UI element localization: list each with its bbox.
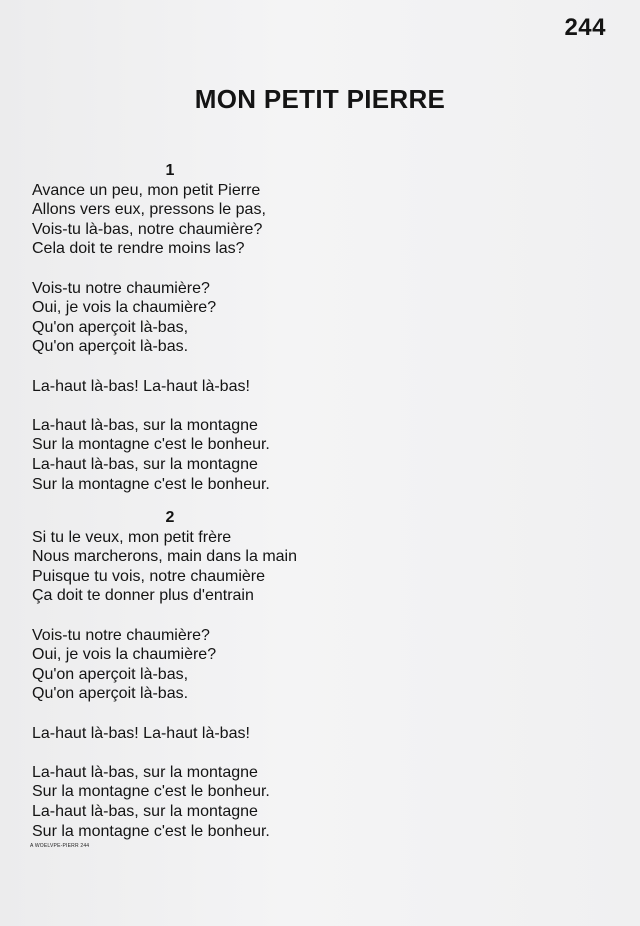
lyric-line: Puisque tu vois, notre chaumière [32, 567, 266, 585]
lyric-line: Avance un peu, mon petit Pierre [32, 181, 261, 199]
lyric-line: Vois-tu notre chaumière? [32, 279, 210, 297]
lyric-line: Si tu le veux, mon petit frère [32, 528, 232, 546]
lyric-line: Vois-tu là-bas, notre chaumière? [32, 220, 263, 238]
stanza-gap [32, 704, 452, 724]
stanza-gap [32, 259, 452, 279]
stanza-gap [32, 396, 452, 416]
song-title: MON PETIT PIERRE [194, 84, 446, 114]
verse-2 [32, 508, 452, 841]
lyric-line: La-haut là-bas! La-haut là-bas! [32, 724, 250, 742]
lyric-line: Nous marcherons, main dans la main [32, 548, 298, 566]
lyric-line: Sur la montagne c'est le bonheur. [32, 475, 270, 493]
verse-1 [32, 161, 452, 494]
lyric-line: La-haut là-bas! La-haut là-bas! [32, 377, 250, 395]
footer-code: A WOELVPE-PIERR 244 [30, 843, 90, 849]
lyric-line: Sur la montagne c'est le bonheur. [32, 436, 270, 454]
stanza-gap [32, 606, 452, 626]
lyric-line: La-haut là-bas, sur la montagne [32, 763, 258, 781]
lyric-line: Qu'on aperçoit là-bas, [32, 665, 189, 683]
stanza-gap [32, 743, 452, 763]
lyric-line: Qu'on aperçoit là-bas. [32, 338, 189, 356]
lyric-line: Qu'on aperçoit là-bas, [32, 318, 189, 336]
stanza-gap [32, 357, 452, 377]
lyric-line: La-haut là-bas, sur la montagne [32, 455, 258, 473]
lyric-line: Allons vers eux, pressons le pas, [32, 201, 266, 219]
lyric-line: Ça doit te donner plus d'entrain [32, 587, 254, 605]
lyric-line: Qu'on aperçoit là-bas. [32, 685, 189, 703]
lyric-line: Cela doit te rendre moins las? [32, 240, 245, 258]
lyric-line: Vois-tu notre chaumière? [32, 626, 210, 644]
lyric-line: La-haut là-bas, sur la montagne [32, 416, 258, 434]
verse-number: 2 [165, 509, 175, 526]
verse-number: 1 [165, 162, 175, 179]
lyric-line: La-haut là-bas, sur la montagne [32, 802, 258, 820]
lyric-line: Oui, je vois la chaumière? [32, 646, 217, 664]
lyric-line: Oui, je vois la chaumière? [32, 299, 217, 317]
lyric-line: Sur la montagne c'est le bonheur. [32, 822, 270, 840]
lyric-line: Sur la montagne c'est le bonheur. [32, 783, 270, 801]
page-number: 244 [564, 14, 606, 41]
